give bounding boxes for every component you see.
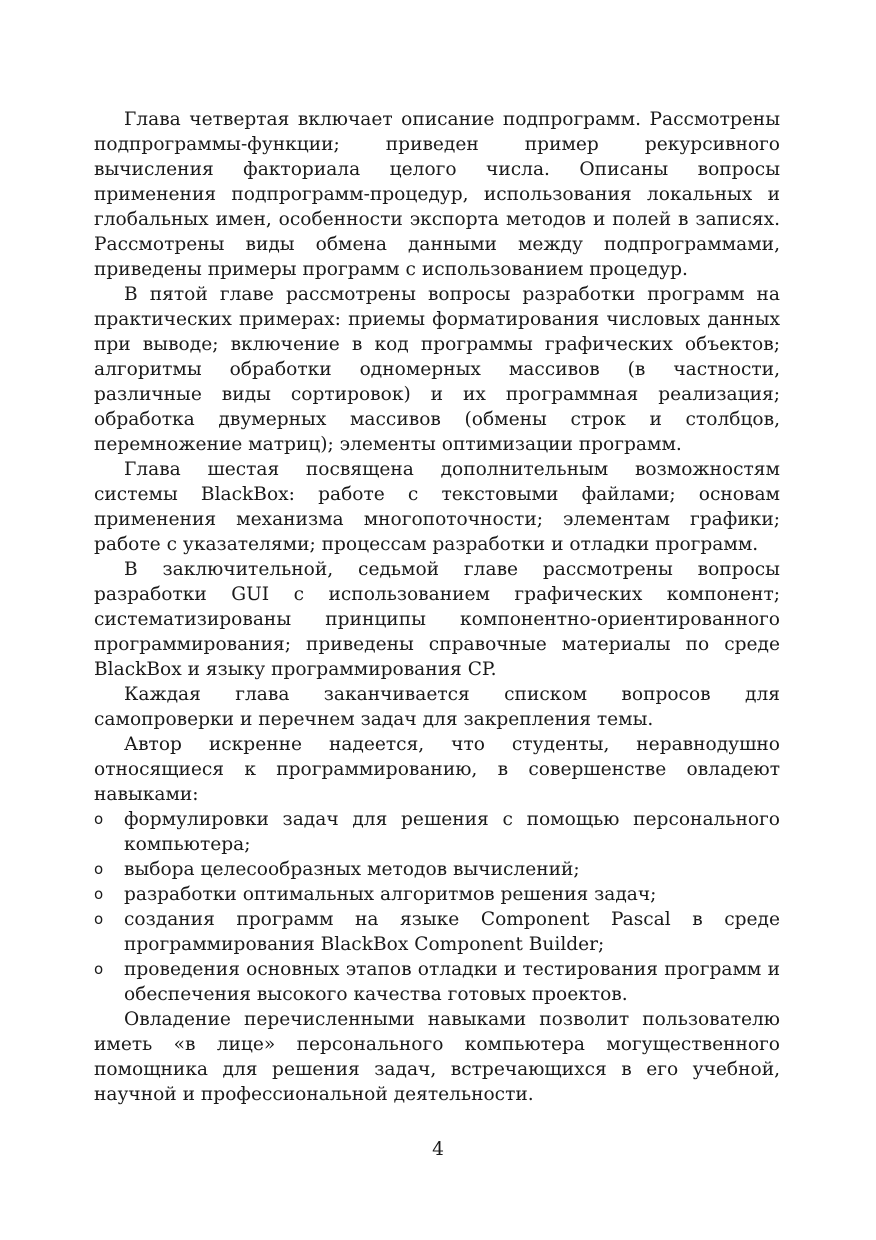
list-item-text: проведения основных этапов отладки и тестирования программ и обеспечения высокого качества готовых проектов.	[124, 959, 780, 1005]
paragraph-skills-intro: Автор искренне надеется, что студенты, неравнодушно относящиеся к программированию, в совершенстве овладеют навыками:	[94, 734, 780, 805]
bullet-marker: o	[94, 960, 104, 978]
list-item-text: формулировки задач для решения с помощью персонального компьютера;	[124, 809, 780, 855]
paragraph-chapter-six: Глава шестая посвящена дополнительным возможностям системы BlackBox: работе с текстовыми файлами; основам применения механизма многопоточности; элементам графики; работе с указателями; процессам разработки и отладки программ.	[94, 459, 780, 555]
paragraph-closing: Овладение перечисленными навыками позволит пользователю иметь «в лице» персонального компьютера могущественного помощника для решения задач, встречающихся в его учебной, научной и профессиональной деятельности.	[94, 1009, 780, 1105]
paragraph-chapter-endings: Каждая глава заканчивается списком вопросов для самопроверки и перечнем задач для закрепления темы.	[94, 684, 780, 730]
paragraph-chapter-four: Глава четвертая включает описание подпрограмм. Рассмотрены подпрограммы-функции; приведен пример рекурсивного вычисления факториала целого числа. Описаны вопросы применения подпрограмм-процедур, использования локальных и глобальных имен, особенности экспорта методов и полей в записях. Рассмотрены виды обмена данными между подпрограммами, приведены примеры программ с использованием процедур.	[94, 109, 780, 280]
bullet-marker: o	[94, 885, 104, 903]
list-item	[94, 907, 780, 957]
list-item-text: выбора целесообразных методов вычислений;	[124, 859, 580, 880]
body-text	[94, 107, 780, 1107]
bullet-marker: o	[94, 910, 104, 928]
list-item	[94, 957, 780, 1007]
paragraph-chapter-five: В пятой главе рассмотрены вопросы разработки программ на практических примерах: приемы форматирования числовых данных при выводе; включение в код программы графических объектов; алгоритмы обработки одномерных массивов (в частности, различные виды сортировок) и их программная реализация; обработка двумерных массивов (обмены строк и столбцов, перемножение матриц); элементы оптимизации программ.	[94, 284, 780, 455]
list-item	[94, 857, 780, 882]
list-item-text: создания программ на языке Component Pascal в среде программирования BlackBox Component Builder;	[124, 909, 780, 955]
bullet-marker: o	[94, 860, 104, 878]
bullet-marker: o	[94, 810, 104, 828]
list-item-text: разработки оптимальных алгоритмов решения задач;	[124, 884, 657, 905]
skills-list	[94, 807, 780, 1007]
list-item	[94, 807, 780, 857]
list-item	[94, 882, 780, 907]
paragraph-chapter-seven: В заключительной, седьмой главе рассмотрены вопросы разработки GUI с использованием графических компонент; систематизированы принципы компонентно-ориентированного программирования; приведены справочные материалы по среде BlackBox и языку программирования CP.	[94, 559, 780, 680]
page-number: 4	[432, 1139, 444, 1160]
